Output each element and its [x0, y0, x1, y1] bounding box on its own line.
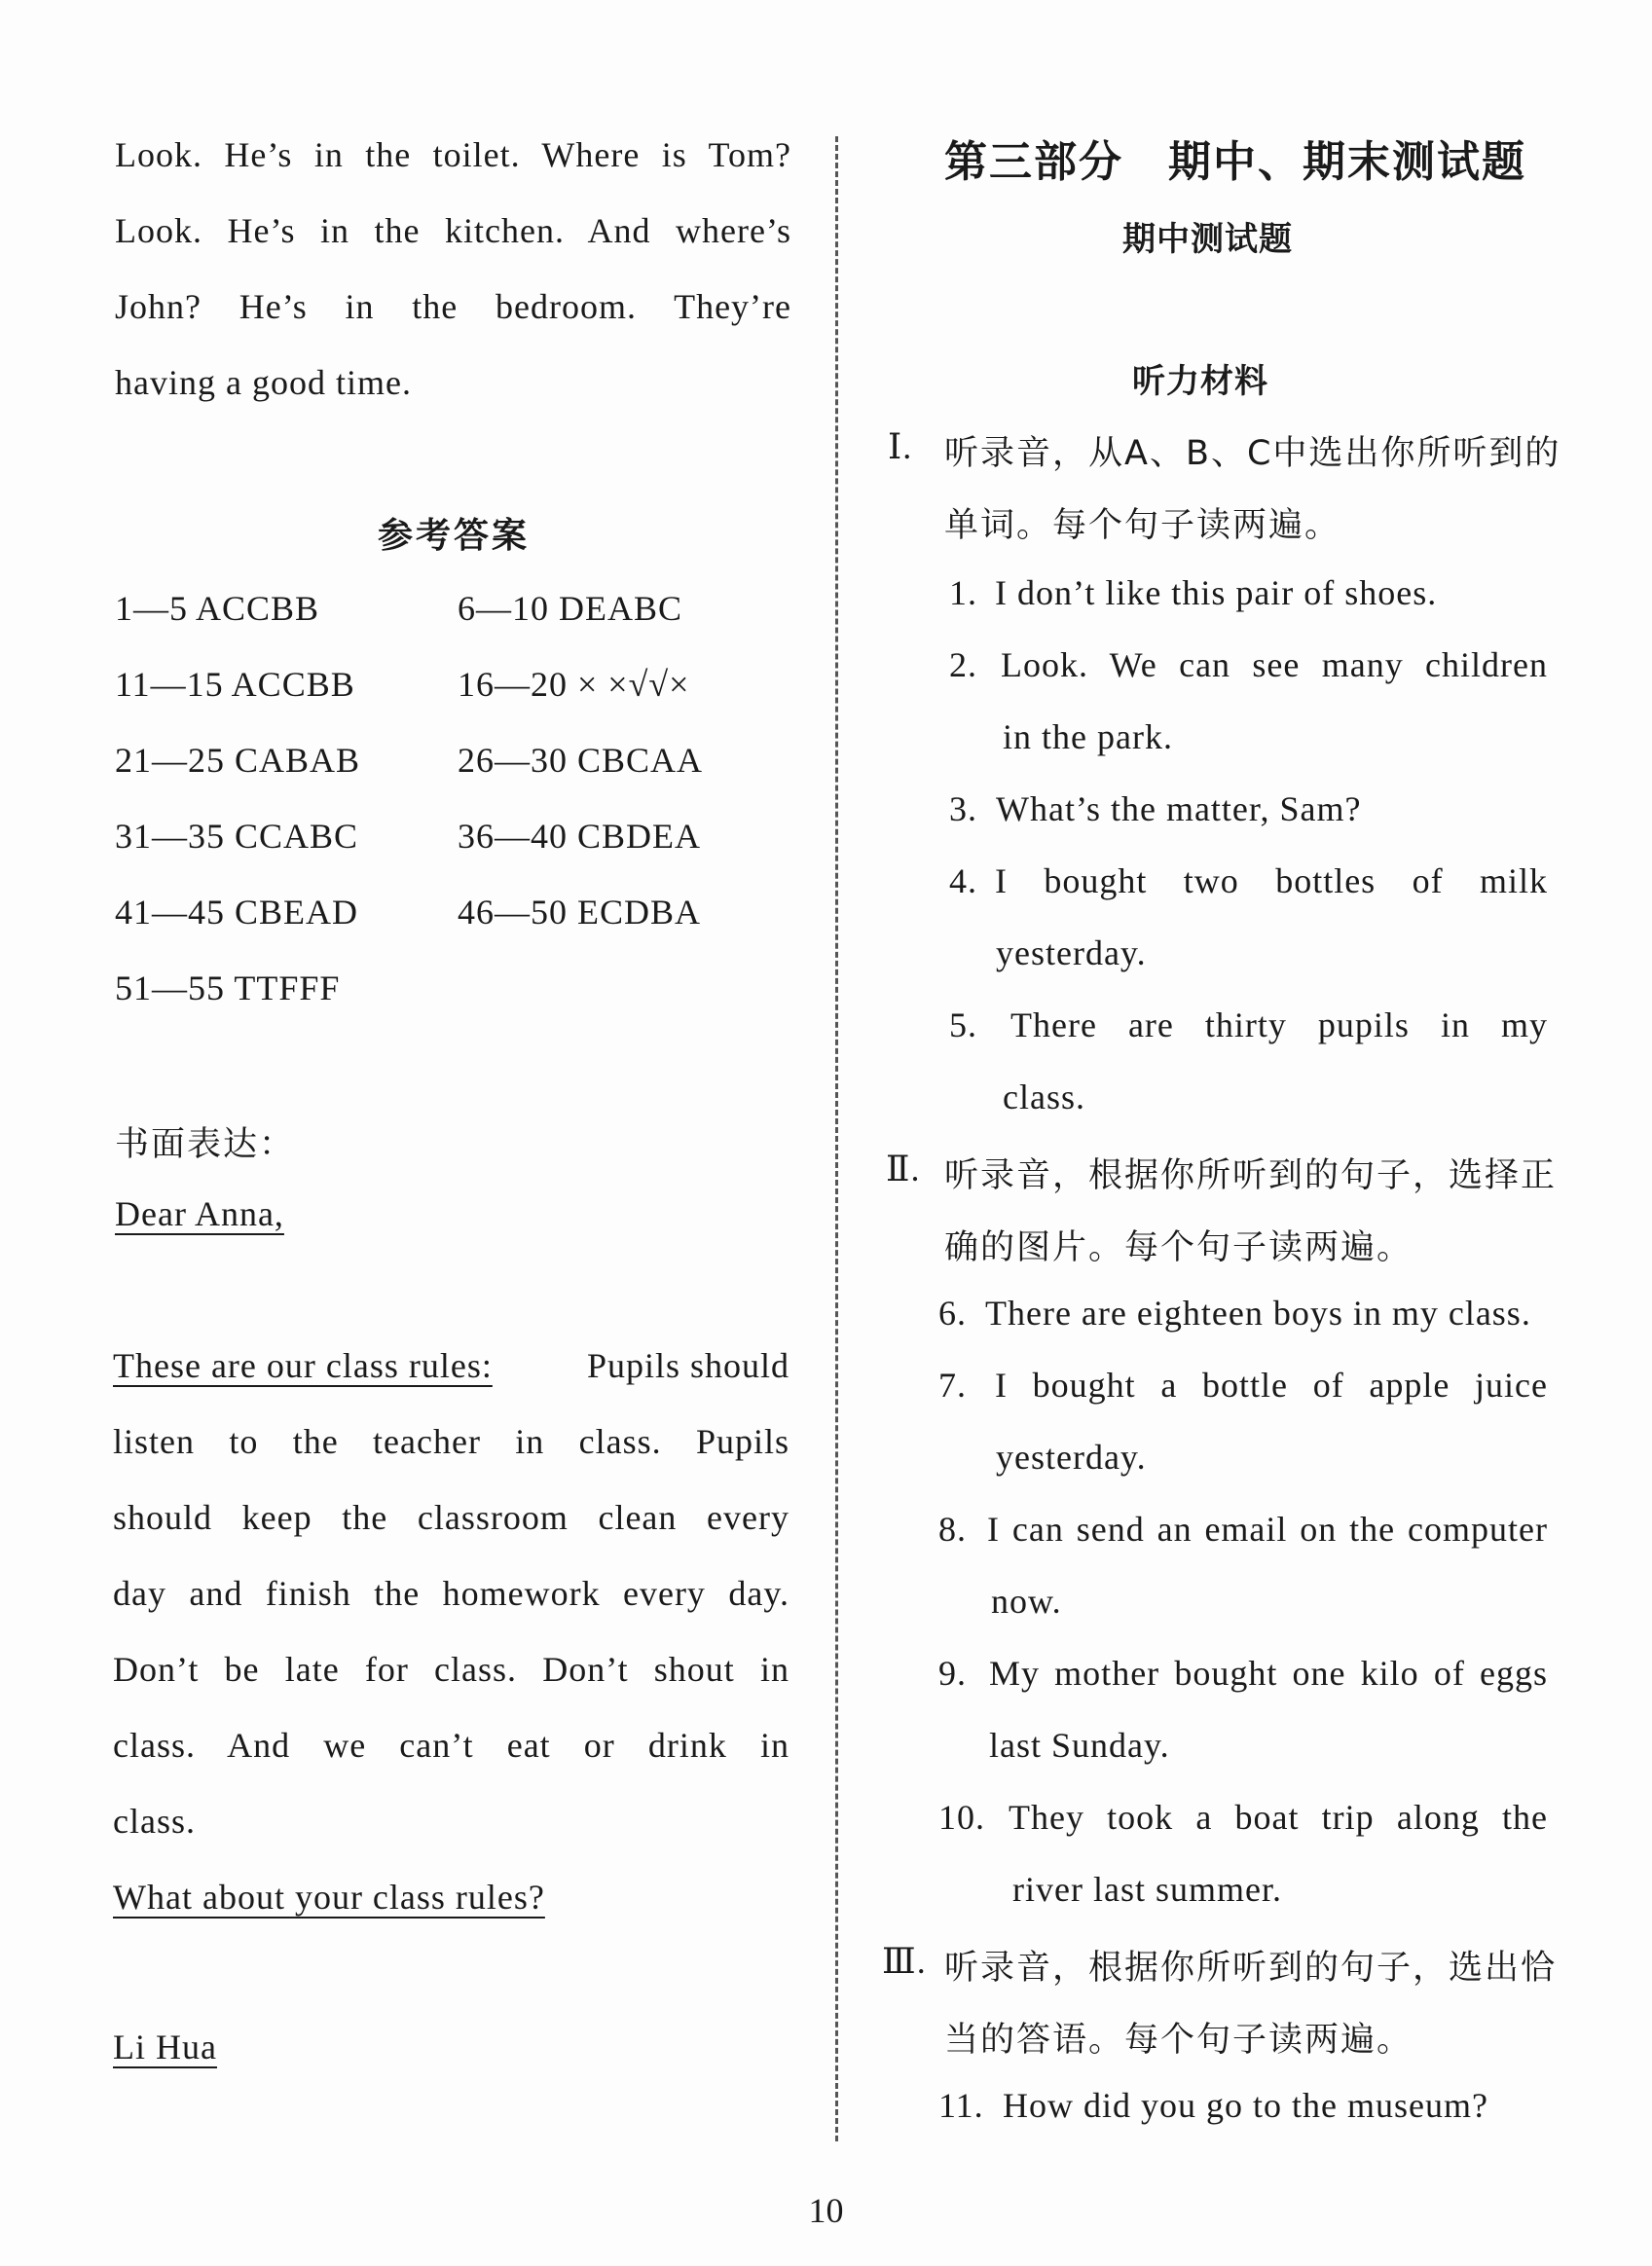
answer-range: 41—45 CBEAD [115, 893, 359, 932]
item-number: 3. [949, 789, 977, 828]
intro-line: Look. He’s in the kitchen. And where’s [115, 211, 791, 250]
item-text: last Sunday. [989, 1726, 1170, 1765]
closing-question: What about your class rules? [113, 1878, 545, 1917]
letter-greeting: Dear Anna, [115, 1194, 284, 1233]
section-instruction: 当的答语。每个句子读两遍。 [944, 2021, 1413, 2060]
section-instruction: 听录音，从A、B、C中选出你所听到的 [944, 434, 1561, 473]
item-text: There are eighteen boys in my class. [985, 1294, 1531, 1333]
item-text: I bought a bottle of apple juice [995, 1366, 1548, 1405]
part-title: 第三部分 期中、期末测试题 [944, 137, 1526, 187]
sub-title: 期中测试题 [1122, 220, 1293, 259]
item-text: What’s the matter, Sam? [996, 789, 1362, 828]
page-number: 10 [808, 2191, 844, 2230]
item-text: yesterday. [996, 1438, 1147, 1477]
item-text: They took a boat trip along the [1009, 1798, 1548, 1837]
item-number: 7. [938, 1366, 967, 1405]
rules-line: should keep the classroom clean every [113, 1498, 789, 1537]
item-number: 5. [949, 1005, 977, 1044]
section-instruction: 听录音，根据你所听到的句子，选择正 [944, 1156, 1558, 1195]
item-number: 4. [949, 861, 977, 900]
rules-lead: These are our class rules: [113, 1346, 493, 1385]
item-text: in the park. [1003, 717, 1173, 756]
item-number: 6. [938, 1294, 967, 1333]
answer-range: 46—50 ECDBA [458, 893, 702, 932]
item-text: I bought two bottles of milk [995, 861, 1548, 900]
answer-range: 1—5 ACCBB [115, 589, 320, 628]
item-text: class. [1003, 1078, 1085, 1116]
answer-range: 21—25 CABAB [115, 741, 361, 780]
signature: Li Hua [113, 2028, 217, 2066]
item-number: 11. [938, 2086, 984, 2125]
item-text: river last summer. [1012, 1870, 1282, 1909]
section-number: Ⅰ. [888, 427, 913, 466]
rules-first-line [113, 1345, 789, 1386]
item-text: How did you go to the museum? [1003, 2086, 1488, 2125]
section-instruction: 听录音，根据你所听到的句子，选出恰 [944, 1949, 1558, 1988]
answer-range: 51—55 TTFFF [115, 969, 341, 1007]
answer-range: 36—40 CBDEA [458, 817, 702, 856]
item-text: yesterday. [996, 933, 1147, 972]
rules-line: class. And we can’t eat or drink in [113, 1726, 789, 1765]
writing-label: 书面表达： [115, 1125, 296, 1164]
intro-line: John? He’s in the bedroom. They’re [115, 287, 791, 326]
rules-line: listen to the teacher in class. Pupils [113, 1422, 789, 1461]
item-number: 10. [938, 1798, 985, 1837]
item-number: 1. [949, 573, 977, 612]
item-text: There are thirty pupils in my [1010, 1005, 1548, 1044]
column-divider [835, 136, 838, 2141]
item-text: I can send an email on the computer [987, 1510, 1548, 1549]
answers-title: 参考答案 [378, 516, 531, 556]
rules-line: class. [113, 1802, 196, 1841]
rules-line: Don’t be late for class. Don’t shout in [113, 1650, 789, 1689]
rules-lead-rest: Pupils should [586, 1346, 789, 1385]
answer-range: 6—10 DEABC [458, 589, 683, 628]
answer-range: 16—20 × ×√√× [458, 665, 690, 704]
item-number: 9. [938, 1654, 967, 1693]
item-text: My mother bought one kilo of eggs [989, 1654, 1548, 1693]
item-text: I don’t like this pair of shoes. [995, 573, 1438, 612]
answer-range: 26—30 CBCAA [458, 741, 704, 780]
item-text: now. [991, 1582, 1062, 1621]
section-instruction: 单词。每个句子读两遍。 [944, 506, 1341, 545]
section-instruction: 确的图片。每个句子读两遍。 [944, 1228, 1413, 1267]
section-title: 听力材料 [1132, 362, 1268, 401]
intro-line: having a good time. [115, 363, 412, 402]
answer-range: 11—15 ACCBB [115, 665, 355, 704]
item-text: Look. We can see many children [1001, 645, 1548, 684]
intro-line: Look. He’s in the toilet. Where is Tom? [115, 135, 791, 174]
item-number: 2. [949, 645, 977, 684]
rules-line: day and finish the homework every day. [113, 1574, 789, 1613]
item-number: 8. [938, 1510, 967, 1549]
section-number: Ⅲ. [882, 1942, 927, 1981]
answer-range: 31—35 CCABC [115, 817, 359, 856]
section-number: Ⅱ. [886, 1150, 921, 1188]
